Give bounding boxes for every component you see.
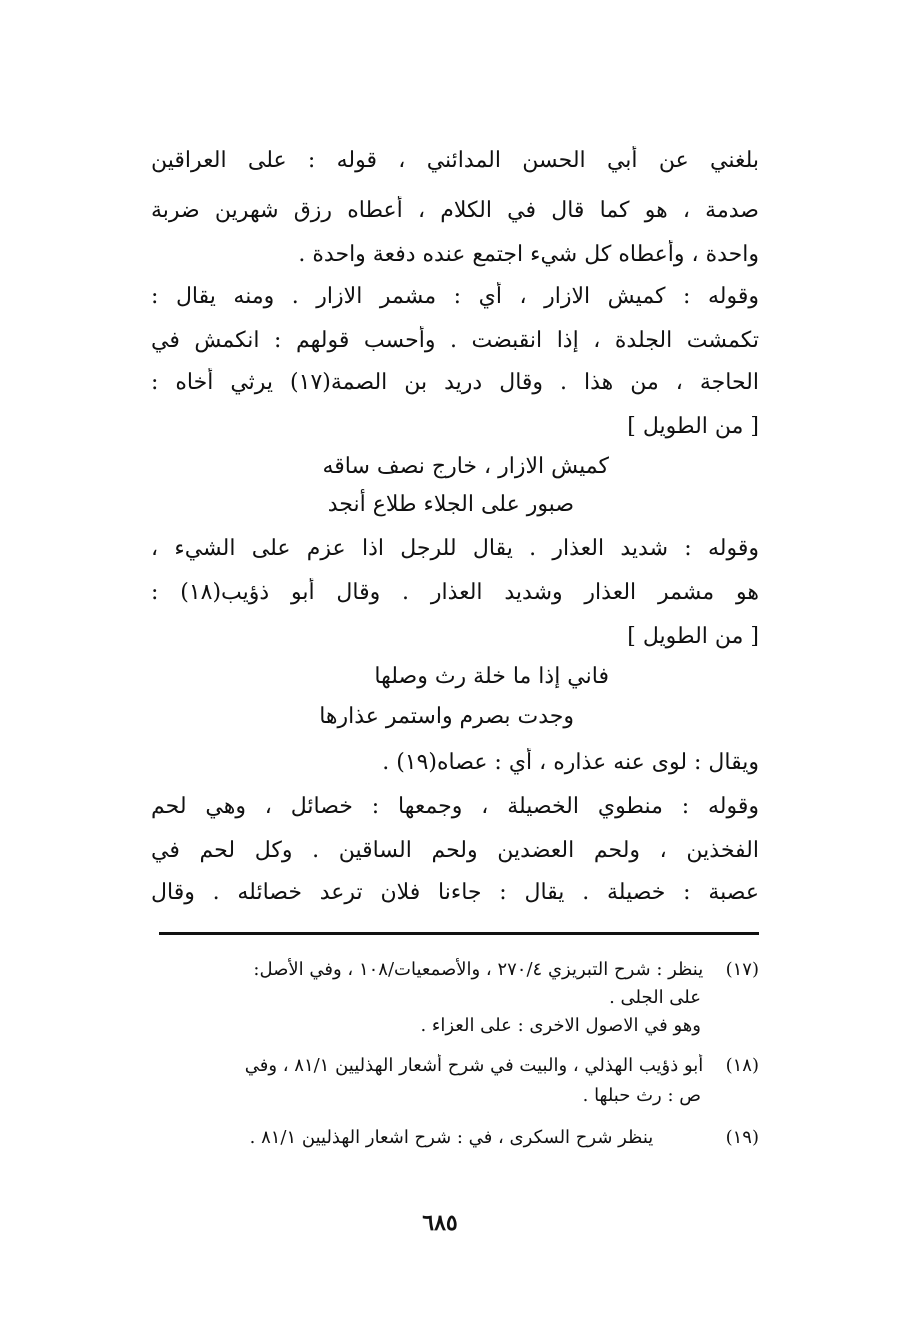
body-line-3: واحدة ، وأعطاه كل شيء اجتمع عنده دفعة واحدة . [298,242,759,267]
footnote-19-text: ينظر شرح السكرى ، في : شرح اشعار الهذليين ٨١/١ . [249,1127,654,1148]
body-line-8: هو مشمر العذار وشديد العذار . وقال أبو ذؤيب(١٨) : [151,580,759,605]
footnote-17-number: (١٧) [725,959,759,980]
body-line-11: الفخذين ، ولحم العضدين ولحم الساقين . وكل لحم في [151,838,759,863]
footnote-19-number: (١٩) [725,1127,759,1148]
footnote-separator [159,932,759,935]
footnote-18-cont-1: ص : رث حبلها . [582,1085,701,1106]
footnote-17 [151,958,759,982]
body-line-12: عصبة : خصيلة . يقال : جاءنا فلان ترعد خصائله . وقال [151,880,759,905]
meter-label-1: [ من الطويل ] [627,414,759,439]
body-line-9: ويقال : لوى عنه عذاره ، أي : عصاه(١٩) . [382,750,759,775]
body-line-7: وقوله : شديد العذار . يقال للرجل اذا عزم على الشيء ، [151,536,759,561]
footnote-18-number: (١٨) [725,1055,759,1076]
verse-2-first-hemistich: فاني إذا ما خلة رث وصلها [374,664,609,689]
footnote-18-text: أبو ذؤيب الهذلي ، والبيت في شرح أشعار الهذليين ٨١/١ ، وفي [244,1055,704,1076]
footnote-17-text: ينظر : شرح التبريزي ٢٧٠/٤ ، والأصمعيات/١٠٨ ، وفي الأصل: [253,959,704,980]
footnote-17-cont-1: على الجلى . [609,987,701,1008]
footnote-19 [151,1126,759,1150]
verse-2-second-hemistich: وجدت بصرم واستمر عذارها [319,704,574,729]
meter-label-2: [ من الطويل ] [627,624,759,649]
body-line-1: بلغني عن أبي الحسن المدائني ، قوله : على العراقين [151,148,759,173]
verse-1-first-hemistich: كميش الازار ، خارج نصف ساقه [322,454,609,479]
body-line-2: صدمة ، هو كما قال في الكلام ، أعطاه رزق شهرين ضربة [151,198,759,223]
page-number: ٦٨٥ [422,1210,458,1236]
body-line-6: الحاجة ، من هذا . وقال دريد بن الصمة(١٧) يرثي أخاه : [151,370,759,395]
body-line-4: وقوله : كميش الازار ، أي : مشمر الازار . ومنه يقال : [151,284,759,309]
footnote-18 [151,1054,759,1078]
body-line-5: تكمشت الجلدة ، إذا انقبضت . وأحسب قولهم : انكمش في [151,328,759,353]
footnote-17-cont-2: وهو في الاصول الاخرى : على العزاء . [420,1015,701,1036]
verse-1-second-hemistich: صبور على الجلاء طلاع أنجد [327,492,574,517]
body-line-10: وقوله : منطوي الخصيلة ، وجمعها : خصائل ، وهي لحم [151,794,759,819]
